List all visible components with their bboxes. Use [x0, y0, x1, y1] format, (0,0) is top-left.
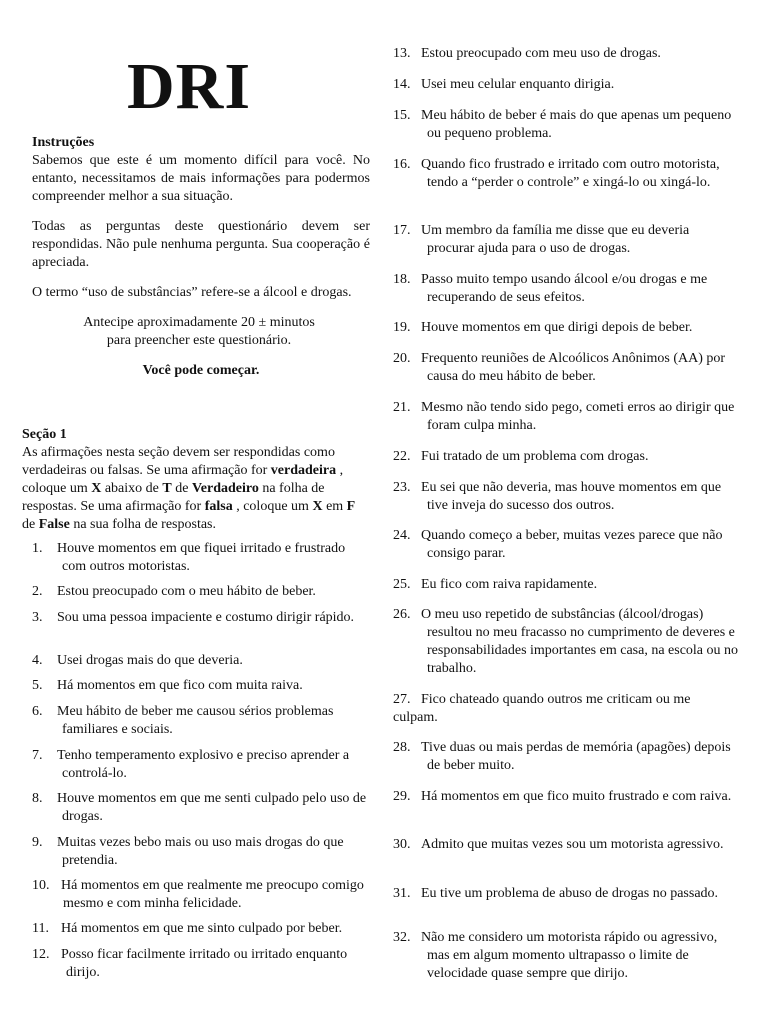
question-item [22, 946, 370, 982]
section-1-text: abaixo de [101, 481, 163, 496]
question-item [393, 606, 738, 678]
question-number: 22. [393, 449, 411, 464]
question-item [22, 834, 370, 870]
question-item [22, 583, 370, 601]
question-item [393, 448, 738, 466]
time-estimate-line-2: para preencher este questionário. [106, 333, 292, 348]
question-item [393, 576, 738, 594]
question-text: Há momentos em que fico muito frustrado e com raiva. [421, 789, 732, 804]
question-number: 21. [393, 400, 411, 415]
instructions-paragraph-2: Todas as perguntas deste questionário devem ser respondidas. Não pule nenhuma pergunta. Sua cooperação é apreciada. [32, 219, 370, 270]
time-estimate [32, 314, 370, 350]
question-item [393, 929, 738, 983]
question-item [393, 885, 738, 903]
question-number: 2. [32, 584, 43, 599]
question-text: Houve momentos em que fiquei irritado e frustrado com outros motoristas. [57, 541, 346, 574]
document-title: DRI [127, 50, 252, 123]
instructions-block [32, 134, 370, 380]
question-item [22, 920, 370, 938]
question-number: 5. [32, 678, 43, 693]
section-1-text: , coloque um [22, 463, 344, 496]
question-number: 10. [32, 878, 50, 893]
question-text: Quando fico frustrado e irritado com outro motorista, tendo a “perder o controle” e xingá-lo ou xingá-lo. [421, 157, 720, 190]
question-number: 3. [32, 610, 43, 625]
section-1-bold: falsa [204, 499, 233, 514]
question-text: Tive duas ou mais perdas de memória (apagões) depois de beber muito. [421, 740, 731, 773]
question-text: Eu fico com raiva rapidamente. [421, 577, 598, 592]
question-number: 25. [393, 577, 411, 592]
question-item [393, 788, 738, 806]
section-1-text: As afirmações nesta seção devem ser respondidas como verdadeiras ou falsas. Se uma afirmação for [22, 445, 335, 478]
question-item [22, 677, 370, 695]
question-text: Meu hábito de beber é mais do que apenas um pequeno ou pequeno problema. [421, 108, 732, 141]
question-text: Houve momentos em que dirigi depois de beber. [421, 320, 693, 335]
question-number: 6. [32, 704, 43, 719]
question-text: Um membro da família me disse que eu deveria procurar ajuda para o uso de drogas. [421, 223, 690, 256]
question-text: Meu hábito de beber me causou sérios problemas familiares e sociais. [57, 704, 334, 737]
time-estimate-line-1: Antecipe aproximadamente 20 ± minutos [83, 315, 315, 330]
question-item [393, 527, 738, 563]
question-number: 26. [393, 607, 411, 622]
question-text: Houve momentos em que me senti culpado pelo uso de drogas. [57, 791, 367, 824]
question-text: Posso ficar facilmente irritado ou irritado enquanto dirijo. [61, 947, 348, 980]
question-text: Estou preocupado com o meu hábito de beber. [57, 584, 316, 599]
question-item [22, 609, 370, 627]
question-number: 27. [393, 692, 411, 707]
question-text: Sou uma pessoa impaciente e costumo dirigir rápido. [57, 610, 355, 625]
question-text: Há momentos em que fico com muita raiva. [57, 678, 303, 693]
question-text: Usei meu celular enquanto dirigia. [421, 77, 615, 92]
question-number: 9. [32, 835, 43, 850]
question-number: 8. [32, 791, 43, 806]
question-number: 16. [393, 157, 411, 172]
question-number: 19. [393, 320, 411, 335]
question-number: 23. [393, 480, 411, 495]
question-number: 31. [393, 886, 411, 901]
question-text: Frequento reuniões de Alcoólicos Anônimos (AA) por causa do meu hábito de beber. [421, 351, 726, 384]
question-text: Muitas vezes bebo mais ou uso mais drogas do que pretendia. [57, 835, 344, 868]
section-1-block [22, 426, 370, 534]
section-1-bold: X [312, 499, 323, 514]
start-note: Você pode começar. [142, 363, 260, 378]
question-text: Eu sei que não deveria, mas houve momentos em que tive inveja do sucesso dos outros. [421, 480, 722, 513]
question-item [22, 790, 370, 826]
question-text: Eu tive um problema de abuso de drogas no passado. [421, 886, 719, 901]
question-number: 15. [393, 108, 411, 123]
instructions-paragraph-3: O termo “uso de substâncias” refere-se a álcool e drogas. [32, 285, 352, 300]
question-item [393, 350, 738, 386]
section-1-bold: verdadeira [270, 463, 337, 478]
question-text: Há momentos em que me sinto culpado por beber. [61, 921, 343, 936]
instructions-heading: Instruções [32, 135, 95, 150]
question-number: 4. [32, 653, 43, 668]
question-item [393, 45, 738, 63]
question-number: 14. [393, 77, 411, 92]
question-item [22, 652, 370, 670]
question-item [22, 877, 370, 913]
question-item [22, 747, 370, 783]
question-item [393, 319, 738, 337]
question-text: Quando começo a beber, muitas vezes parece que não consigo parar. [421, 528, 723, 561]
question-item [393, 691, 738, 727]
question-item [393, 739, 738, 775]
question-number: 12. [32, 947, 50, 962]
section-1-bold: False [38, 517, 70, 532]
question-item [393, 399, 738, 435]
question-item [393, 836, 738, 854]
question-item [393, 107, 738, 143]
question-text: Mesmo não tendo sido pego, cometi erros ao dirigir que foram culpa minha. [421, 400, 735, 433]
section-1-text: , coloque um [232, 499, 313, 514]
question-item [393, 271, 738, 307]
section-1-text: de [171, 481, 192, 496]
question-number: 20. [393, 351, 411, 366]
section-1-text: de [22, 517, 39, 532]
question-item [22, 703, 370, 739]
question-text: Não me considero um motorista rápido ou agressivo, mas em algum momento ultrapasso o limite de velocidade quase sempre que dirijo. [421, 930, 718, 981]
question-text: Passo muito tempo usando álcool e/ou drogas e me recuperando de seus efeitos. [421, 272, 708, 305]
section-1-bold: T [162, 481, 172, 496]
question-text: Admito que muitas vezes sou um motorista agressivo. [421, 837, 724, 852]
question-text: Estou preocupado com meu uso de drogas. [421, 46, 661, 61]
question-number: 11. [32, 921, 49, 936]
section-1-bold: F [346, 499, 356, 514]
section-1-text: na folha de respostas. Se uma afirmação for [22, 481, 325, 514]
section-1-text: na sua folha de respostas. [69, 517, 217, 532]
question-number: 28. [393, 740, 411, 755]
section-1-bold: Verdadeiro [191, 481, 259, 496]
question-item [393, 479, 738, 515]
section-1-instructions [22, 444, 370, 534]
question-number: 13. [393, 46, 411, 61]
question-item [22, 540, 370, 576]
question-text: Tenho temperamento explosivo e preciso aprender a controlá-lo. [57, 748, 350, 781]
question-text: Há momentos em que realmente me preocupo comigo mesmo e com minha felicidade. [61, 878, 364, 911]
question-text: Fico chateado quando outros me criticam ou me culpam. [393, 692, 691, 725]
section-1-heading: Seção 1 [22, 427, 67, 442]
section-1-bold: X [91, 481, 102, 496]
question-number: 17. [393, 223, 411, 238]
question-number: 1. [32, 541, 43, 556]
question-item [393, 76, 738, 94]
question-number: 30. [393, 837, 411, 852]
instructions-paragraph-1: Sabemos que este é um momento difícil para você. No entanto, necessitamos de mais informações para podermos compreender melhor a sua situação. [32, 153, 370, 204]
question-text: O meu uso repetido de substâncias (álcool/drogas) resultou no meu fracasso no cumprimento de deveres e responsabilidades importantes em casa, na escola ou no trabalho. [421, 607, 739, 676]
question-text: Fui tratado de um problema com drogas. [421, 449, 649, 464]
question-number: 32. [393, 930, 411, 945]
question-number: 7. [32, 748, 43, 763]
question-number: 29. [393, 789, 411, 804]
question-number: 18. [393, 272, 411, 287]
section-1-text: em [322, 499, 347, 514]
question-item [393, 222, 738, 258]
question-number: 24. [393, 528, 411, 543]
question-item [393, 156, 738, 192]
question-text: Usei drogas mais do que deveria. [57, 653, 243, 668]
